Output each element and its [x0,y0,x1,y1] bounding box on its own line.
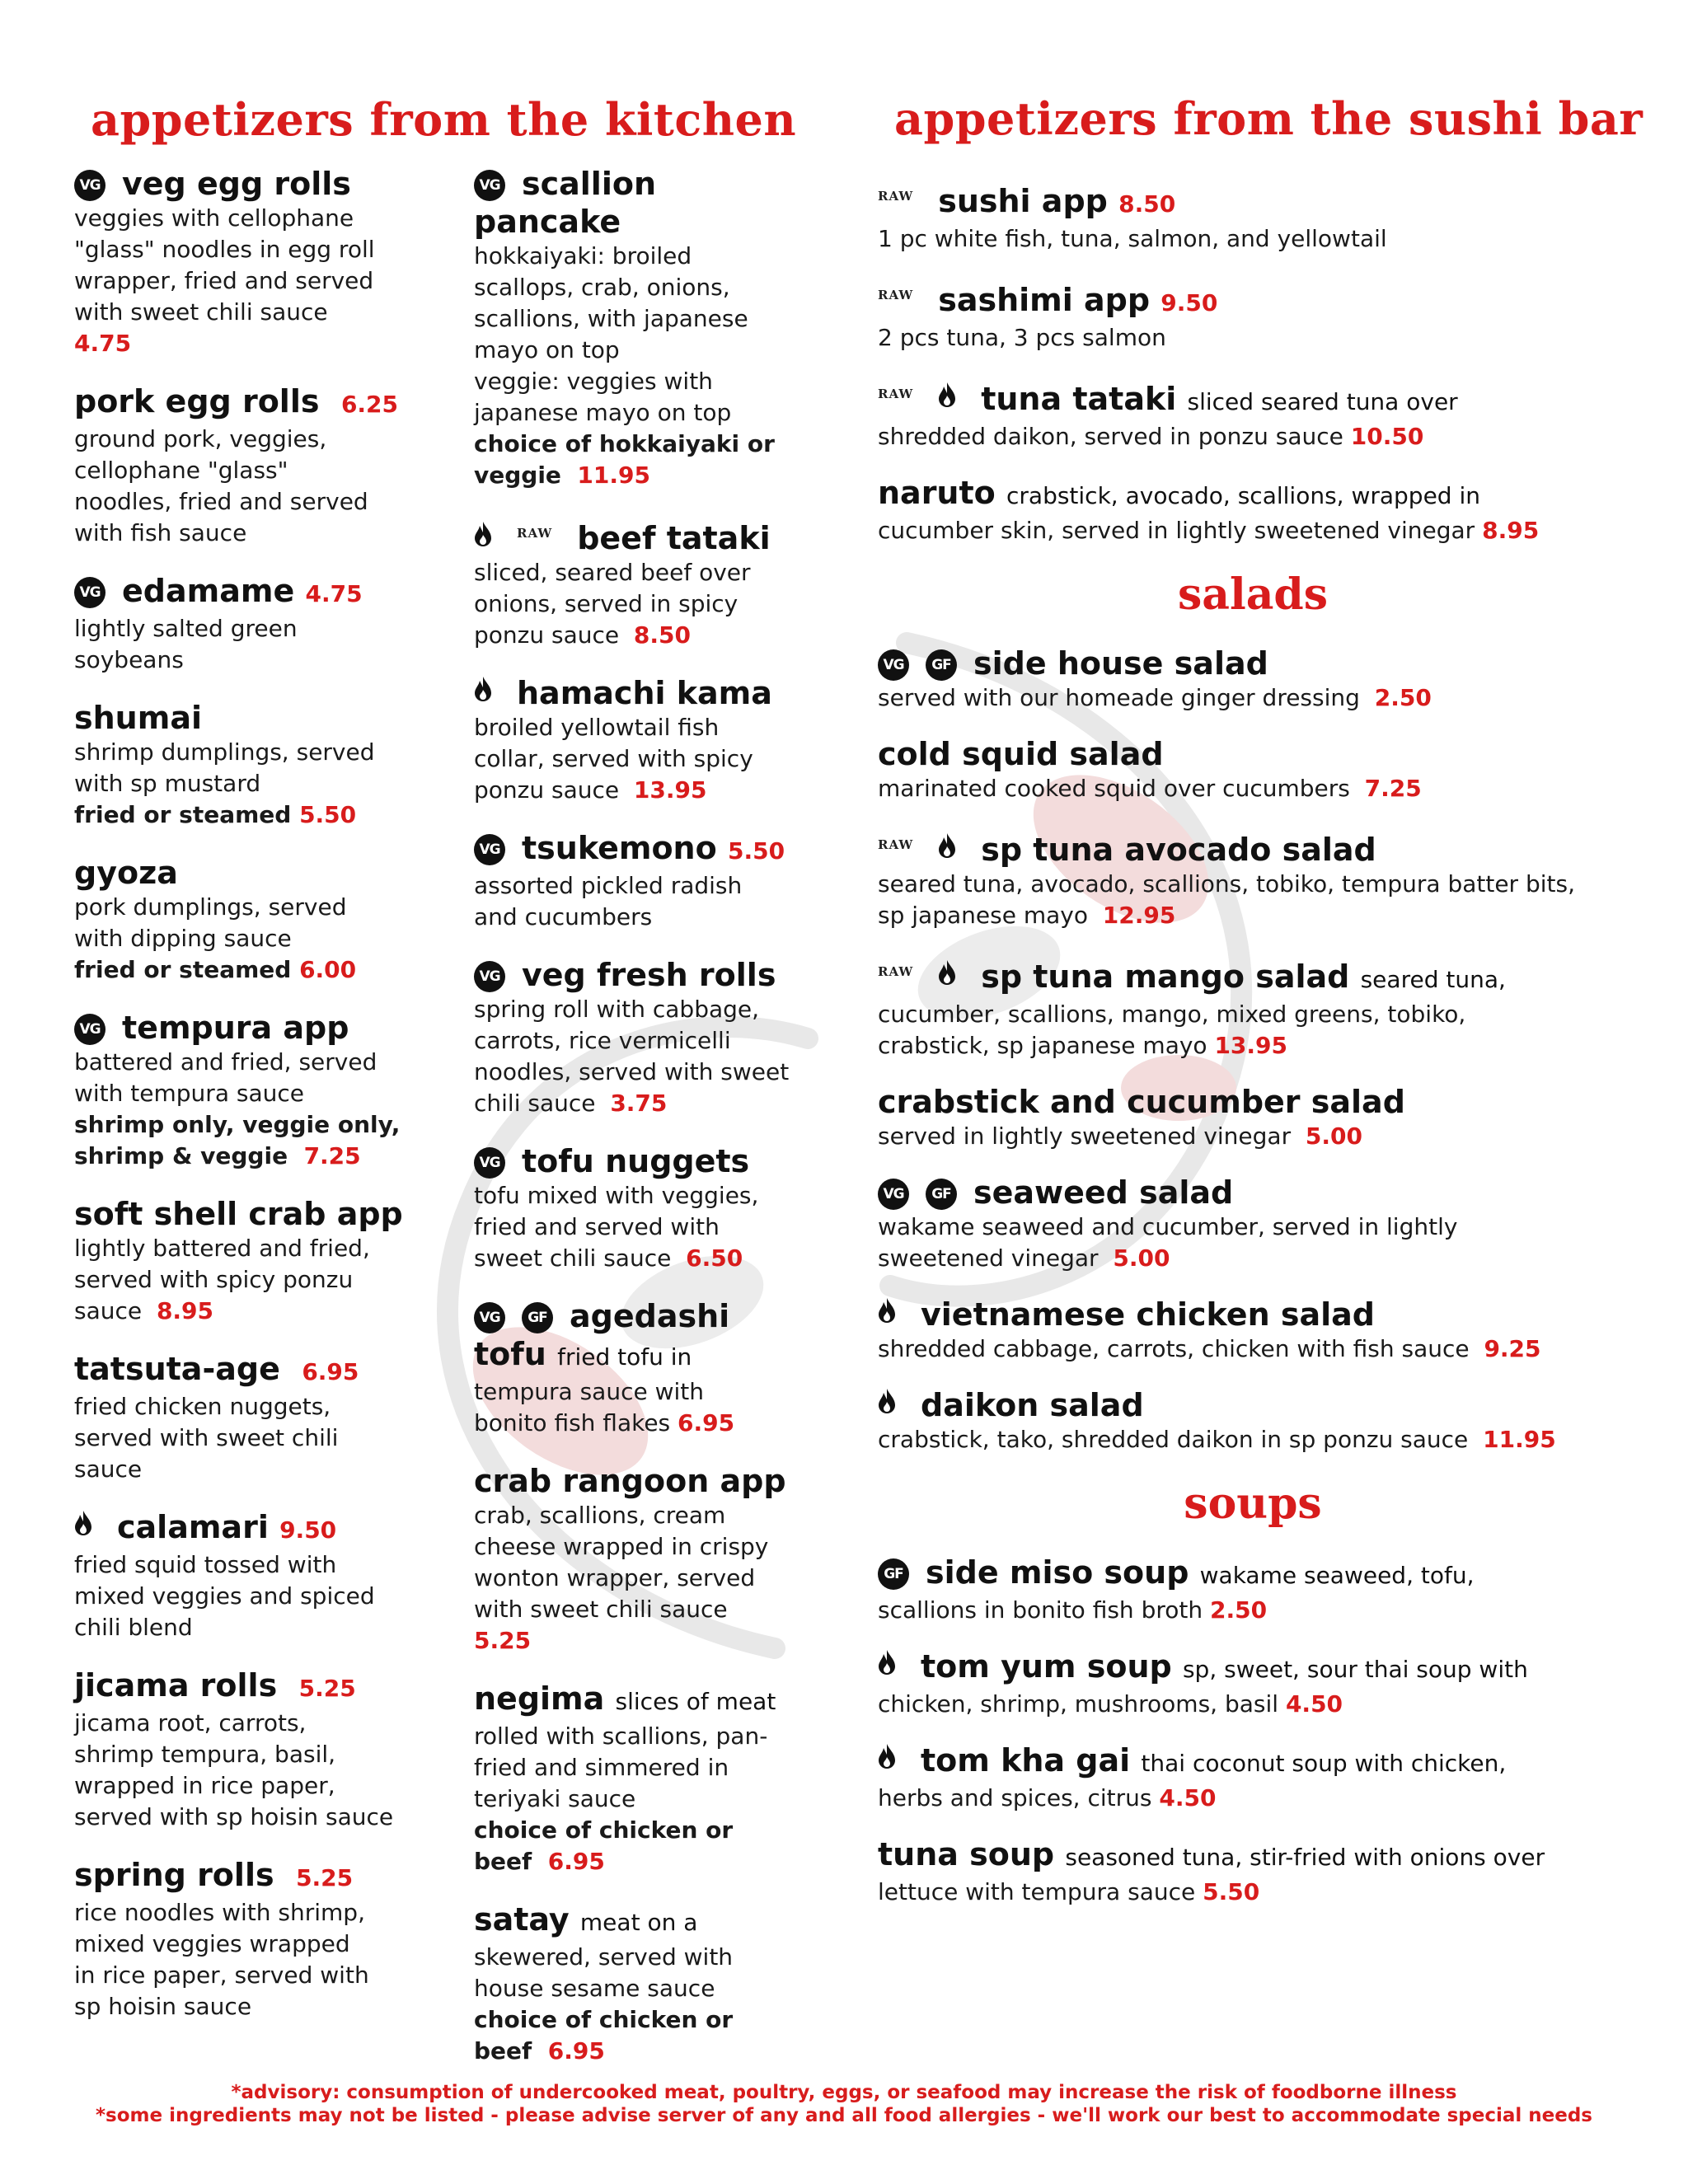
price: 9.50 [1160,289,1218,316]
menu-item-soft-shell-crab-app: soft shell crab app lightly battered and fried, served with spicy ponzu sauce 8.95 [74,1196,403,1324]
price: 13.95 [633,776,707,804]
menu-item-pork-egg-rolls: pork egg rolls 6.25 ground pork, veggies, cellophane "glass" noodles, fried and served with fish sauce [74,383,399,546]
vegan-badge-icon: VG [878,1179,909,1210]
flame-icon [474,676,492,702]
price: 11.95 [577,462,650,489]
gluten-free-badge-icon: GF [926,649,957,681]
price: 6.95 [547,1848,605,1875]
price: 13.95 [1214,1032,1288,1059]
price: 4.75 [305,580,363,607]
flame-icon [938,382,956,408]
menu-item-daikon-salad: daikon salad crabstick, tako, shredded daikon in sp ponzu sauce 11.95 [878,1387,1556,1453]
price: 5.50 [299,801,357,828]
menu-item-vietnamese-chicken-salad: vietnamese chicken salad shredded cabbage, carrots, chicken with fish sauce 9.25 [878,1296,1541,1362]
price: 8.50 [1118,190,1176,218]
price: 4.50 [1159,1784,1217,1811]
menu-item-veg-fresh-rolls: VG veg fresh rolls spring roll with cabbage, carrots, rice vermicelli noodles, served with sweet chili sauce 3.75 [474,957,790,1117]
vegan-badge-icon: VG [474,1302,505,1333]
menu-item-spring-rolls: spring rolls 5.25 rice noodles with shrimp, mixed veggies wrapped in rice paper, served with sp hoisin sauce [74,1857,369,2020]
price: 5.25 [474,1627,532,1654]
menu-item-side-miso-soup: GF side miso soup wakame seaweed, tofu, scallions in bonito fish broth 2.50 [878,1554,1475,1624]
menu-item-tofu-nuggets: VG tofu nuggets tofu mixed with veggies, fried and served with sweet chili sauce 6.50 [474,1143,759,1272]
flame-icon [938,959,956,986]
price: 5.25 [298,1675,356,1702]
menu-item-shumai: shumai shrimp dumplings, served with sp mustard fried or steamed 5.50 [74,700,375,828]
vegan-badge-icon: VG [74,1014,106,1045]
vegan-badge-icon: VG [474,1147,505,1179]
price: 9.25 [1484,1335,1541,1362]
price: 6.50 [686,1244,743,1272]
sushi-bar-heading: appetizers from the sushi bar [894,92,1643,145]
price: 6.95 [678,1409,735,1436]
price: 11.95 [1483,1426,1556,1453]
kitchen-column-1 [74,165,420,2046]
vegan-badge-icon: VG [878,649,909,681]
flame-icon [878,1297,896,1324]
price: 6.95 [302,1358,359,1385]
menu-item-tom-yum-soup: tom yum soup sp, sweet, sour thai soup with chicken, shrimp, mushrooms, basil 4.50 [878,1648,1528,1718]
flame-icon [878,1743,896,1769]
price: 7.25 [1364,775,1422,802]
sushi-bar-column [878,177,1628,1929]
flame-icon [74,1510,92,1536]
menu-item-agedashi-tofu: VG GF agedashi tofu fried tofu in tempura sauce with bonito fish flakes 6.95 [474,1298,735,1436]
menu-item-crabstick-cucumber-salad: crabstick and cucumber salad served in lightly sweetened vinegar 5.00 [878,1084,1405,1150]
menu-item-cold-squid-salad: cold squid salad marinated cooked squid over cucumbers 7.25 [878,736,1422,802]
menu-item-tsukemono: VG tsukemono 5.50 assorted pickled radish and cucumbers [474,830,785,930]
price: 3.75 [610,1090,668,1117]
vegan-badge-icon: VG [74,170,106,201]
price: 7.25 [303,1142,361,1169]
price: 5.00 [1305,1122,1362,1150]
vegan-badge-icon: VG [74,577,106,608]
menu-item-tempura-app: VG tempura app battered and fried, served with tempura sauce shrimp only, veggie only, shrimp & veggie 7.25 [74,1010,401,1169]
price: 12.95 [1102,902,1176,929]
price: 4.75 [74,330,132,357]
menu-item-tuna-soup: tuna soup seasoned tuna, stir-fried with onions over lettuce with tempura sauce 5.50 [878,1836,1545,1905]
gluten-free-badge-icon: GF [878,1558,909,1590]
price: 5.25 [296,1864,354,1891]
raw-label: RAW [878,837,914,852]
menu-item-tuna-tataki: RAW tuna tataki sliced seared tuna over shredded daikon, served in ponzu sauce 10.50 [878,375,1628,452]
flame-icon [878,1388,896,1414]
menu-item-calamari: calamari 9.50 fried squid tossed with mixed veggies and spiced chili blend [74,1509,375,1641]
gluten-free-badge-icon: GF [522,1302,553,1333]
price: 8.95 [156,1297,214,1324]
menu-item-tom-kha-gai: tom kha gai thai coconut soup with chicken, herbs and spices, citrus 4.50 [878,1742,1507,1811]
menu-item-scallion-pancake: VG scallion pancake hokkaiyaki: broiled scallops, crab, onions, scallions, with japanese mayo on top veggie: veggies with japanese mayo on top choice of hokkaiyaki or veggie 11.95 [474,166,775,489]
price: 9.50 [279,1516,337,1544]
price: 8.50 [633,621,692,649]
kitchen-column-2 [474,165,820,2090]
raw-label: RAW [878,964,914,979]
menu-item-tatsuta-age: tatsuta-age 6.95 fried chicken nuggets, served with sweet chili sauce [74,1351,359,1483]
gluten-free-badge-icon: GF [926,1179,957,1210]
menu-item-crab-rangoon-app: crab rangoon app crab, scallions, cream cheese wrapped in crispy wonton wrapper, served with sweet chili sauce 5.25 [474,1463,786,1654]
menu-item-side-house-salad: VG GF side house salad served with our homeade ginger dressing 2.50 [878,645,1432,711]
price: 2.50 [1374,684,1432,711]
price: 5.00 [1113,1244,1170,1272]
soups-heading: soups [1184,1479,1322,1529]
menu-item-hamachi-kama: hamachi kama broiled yellowtail fish collar, served with spicy ponzu sauce 13.95 [474,675,772,804]
price: 10.50 [1350,423,1424,450]
menu-item-seaweed-salad: VG GF seaweed salad wakame seaweed and cucumber, served in lightly sweetened vinegar 5.00 [878,1174,1458,1272]
raw-label: RAW [517,526,553,541]
menu-item-sushi-app: RAW sushi app 8.50 1 pc white fish, tuna, salmon, and yellowtail [878,177,1628,255]
price: 6.95 [547,2037,605,2064]
raw-label: RAW [878,387,914,401]
menu-item-sp-tuna-avocado-salad: RAW sp tuna avocado salad seared tuna, avocado, scallions, tobiko, tempura batter bits, sp japanese mayo 12.95 [878,826,1628,931]
menu-item-edamame: VG edamame 4.75 lightly salted green soybeans [74,573,363,673]
salads-heading: salads [1177,569,1329,620]
vegan-badge-icon: VG [474,834,505,865]
menu-item-beef-tataki: RAW beef tataki sliced, seared beef over onions, served in spicy ponzu sauce 8.50 [474,514,820,651]
menu-item-sp-tuna-mango-salad: RAW sp tuna mango salad seared tuna, cucumber, scallions, mango, mixed greens, tobiko, crabstick, sp japanese mayo 13.95 [878,953,1628,1062]
menu-item-gyoza: gyoza pork dumplings, served with dipping sauce fried or steamed 6.00 [74,855,357,983]
price: 2.50 [1210,1596,1268,1624]
allergy-note: *some ingredients may not be listed - please advise server of any and all food allergies - we'll work our best to accommodate special needs [95,2105,1592,2126]
price: 4.50 [1285,1690,1343,1718]
flame-icon [878,1649,896,1675]
raw-label: RAW [878,189,914,204]
vegan-badge-icon: VG [474,961,505,992]
price: 8.95 [1482,517,1540,544]
flame-icon [938,832,956,859]
menu-item-jicama-rolls: jicama rolls 5.25 jicama root, carrots, shrimp tempura, basil, wrapped in rice paper, served with sp hoisin sauce [74,1667,394,1830]
menu-item-naruto: naruto crabstick, avocado, scallions, wrapped in cucumber skin, served in lightly sweetened vinegar 8.95 [878,475,1540,544]
menu-item-negima: negima slices of meat rolled with scallions, pan- fried and simmered in teriyaki sauce choice of chicken or beef 6.95 [474,1680,776,1875]
menu-item-satay: satay meat on a skewered, served with house sesame sauce choice of chicken or beef 6.95 [474,1901,734,2064]
advisory-note: *advisory: consumption of undercooked meat, poultry, eggs, or seafood may increase the risk of foodborne illness [231,2082,1457,2103]
menu-item-veg-egg-rolls: VG veg egg rolls veggies with cellophane "glass" noodles in egg roll wrapper, fried and served with sweet chili sauce 4.75 [74,166,375,357]
price: 6.00 [299,956,357,983]
price: 6.25 [340,391,399,418]
flame-icon [474,521,492,547]
raw-label: RAW [878,288,914,302]
menu-item-sashimi-app: RAW sashimi app 9.50 2 pcs tuna, 3 pcs salmon [878,276,1628,354]
price: 5.50 [1203,1878,1260,1905]
price: 5.50 [727,837,785,865]
kitchen-heading: appetizers from the kitchen [91,93,797,146]
vegan-badge-icon: VG [474,170,505,201]
